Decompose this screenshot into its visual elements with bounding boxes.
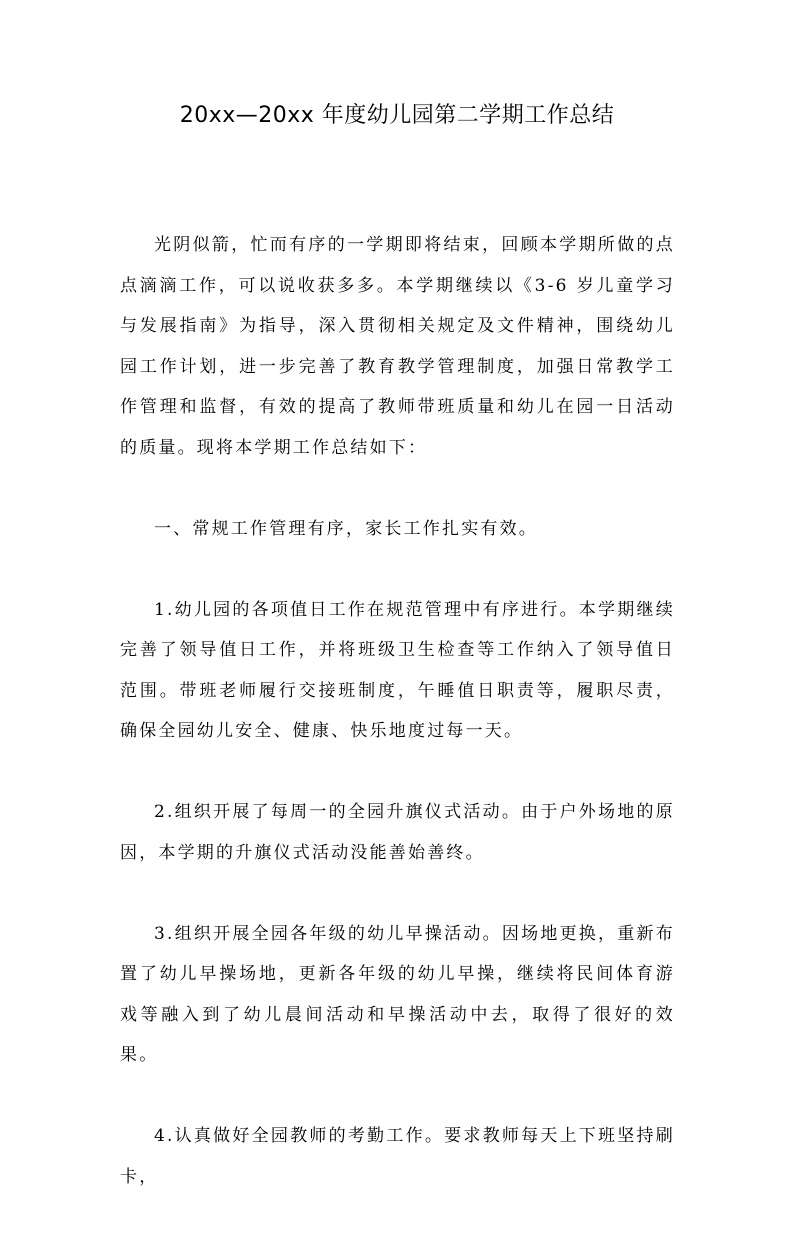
document-body: [120, 225, 675, 1238]
paragraph-intro: 光阴似箭，忙而有序的一学期即将结束，回顾本学期所做的点点滴滴工作，可以说收获多多。本学期继续以《3-6 岁儿童学习与发展指南》为指导，深入贯彻相关规定及文件精神，围绕幼儿园工作计划，进一步完善了教育教学管理制度，加强日常教学工作管理和监督，有效的提高了教师带班质量和幼儿在园一日活动的质量。现将本学期工作总结如下：: [120, 235, 675, 458]
paragraph-item-1: 1.幼儿园的各项值日工作在规范管理中有序进行。本学期继续完善了领导值日工作，并将班级卫生检查等工作纳入了领导值日范围。带班老师履行交接班制度，午睡值日职责等，履职尽责，确保全园幼儿安全、健康、快乐地度过每一天。: [120, 599, 675, 741]
paragraph-item-2: 2.组织开展了每周一的全园升旗仪式活动。由于户外场地的原因，本学期的升旗仪式活动没能善始善终。: [120, 802, 675, 863]
paragraph-item-3: 3.组织开展全园各年级的幼儿早操活动。因场地更换，重新布置了幼儿早操场地，更新各年级的幼儿早操，继续将民间体育游戏等融入到了幼儿晨间活动和早操活动中去，取得了很好的效果。: [120, 923, 675, 1065]
document-title: 20xx—20xx 年度幼儿园第二学期工作总结: [179, 103, 615, 128]
section-heading-1: 一、常规工作管理有序，家长工作扎实有效。: [154, 518, 538, 539]
paragraph-item-4: 4.认真做好全园教师的考勤工作。要求教师每天上下班坚持刷卡，: [120, 1126, 675, 1187]
